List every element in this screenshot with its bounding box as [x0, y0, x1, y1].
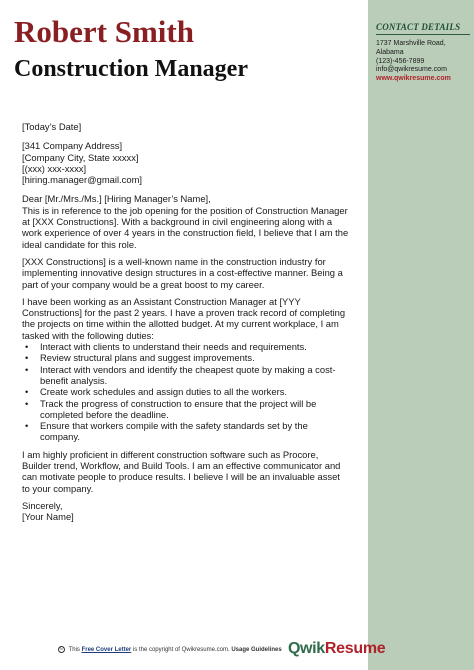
signature-name: [Your Name] — [22, 511, 74, 523]
duty-item: • Interact with clients to understand their needs and requirements. — [25, 341, 307, 353]
paragraph-line: This is in reference to the job opening for the position of Construction Manager — [22, 204, 348, 216]
letter-body — [22, 121, 362, 523]
paragraph-line: can motivate people to produce results. I believe I will be an invaluable asset — [22, 471, 340, 483]
salutation: Dear [Mr./Mrs./Ms.] [Hiring Manager’s Name], — [22, 193, 211, 205]
paragraph-intro — [22, 205, 362, 250]
paragraph-line: work experience of over 4 years in the construction field, I believe that I am the — [22, 227, 349, 239]
copyright-prefix: This — [68, 647, 80, 654]
page-footer — [0, 638, 474, 670]
address-line: [hiring.manager@gmail.com] — [22, 174, 142, 186]
free-cover-letter-link[interactable]: Free Cover Letter — [81, 647, 132, 654]
paragraph-company — [22, 256, 362, 290]
paragraph-experience — [22, 296, 362, 341]
contact-heading: CONTACT DETAILS — [376, 22, 461, 32]
paragraph-skills — [22, 449, 362, 494]
paragraph-line: I have been working as an Assistant Construction Manager at [YYY — [22, 295, 301, 307]
paragraph-line: Builder trend, Workflow, and Build Tools. I am an effective communicator and — [22, 460, 341, 472]
paragraph-line: at [XXX Constructions]. With a background in civil engineering along with a — [22, 216, 333, 228]
paragraph-line: Constructions] for the past 2 years. I have a proven track record of completing — [22, 307, 346, 319]
paragraph-line: to your company. — [22, 482, 94, 494]
duty-item: • Track the progress of construction to ensure that the project will be completed before the deadline. — [25, 397, 317, 420]
contact-divider — [376, 34, 470, 35]
duties-list — [22, 341, 362, 443]
copyright-icon: © — [59, 646, 64, 652]
paragraph-line: the projects on time within the allotted budget. At my current workplace, I am — [22, 318, 339, 330]
paragraph-line: ideal candidate for this role. — [22, 238, 137, 250]
paragraph-line: [XXX Constructions] is a well-known name in the construction industry for — [22, 255, 326, 267]
logo-q: Q — [288, 640, 301, 657]
contact-details — [376, 40, 472, 84]
recipient-address — [22, 140, 362, 185]
duty-item: • Interact with vendors and identify the cheapest quote by making a cost- benefit analysis. — [25, 363, 336, 386]
closing: Sincerely, — [22, 499, 63, 511]
address-line: [Company City, State xxxxx] — [22, 151, 139, 163]
contact-sidebar — [368, 0, 474, 670]
paragraph-line: part of your company would be a great boost to my career. — [22, 278, 265, 290]
contact-website[interactable]: www.qwikresume.com — [376, 75, 451, 83]
copyright-note — [58, 646, 288, 653]
contact-phone: (123)-456-7899 — [376, 57, 425, 65]
contact-address-line: 1737 Marshville Road, — [376, 40, 446, 47]
contact-email[interactable]: info@qwikresume.com — [376, 66, 447, 74]
letter-date: [Today’s Date] — [22, 121, 82, 132]
paragraph-line: tasked with the following duties: — [22, 329, 154, 341]
paragraph-line: I am highly proficient in different construction software such as Procore, — [22, 448, 319, 460]
contact-state-line: Alabama — [376, 48, 404, 56]
duty-item: • Review structural plans and suggest improvements. — [25, 352, 255, 364]
address-line: [341 Company Address] — [22, 140, 123, 152]
job-title: Construction Manager — [14, 56, 248, 82]
logo-text: wikResume — [300, 640, 386, 657]
duty-item: • Create work schedules and assign duties to all the workers. — [25, 386, 288, 398]
applicant-name: Robert Smith — [14, 14, 194, 49]
copyright-text: is the copyright of Qwikresume.com. — [132, 647, 230, 654]
address-line: [(xxx) xxx-xxxx] — [22, 162, 87, 174]
usage-guidelines-link[interactable]: Usage Guidelines — [231, 647, 282, 654]
paragraph-line: implementing innovative design structures in a cost-effective manner. Being a — [22, 267, 343, 279]
duty-item: • Ensure that workers compile with the safety standards set by the company. — [25, 420, 308, 443]
